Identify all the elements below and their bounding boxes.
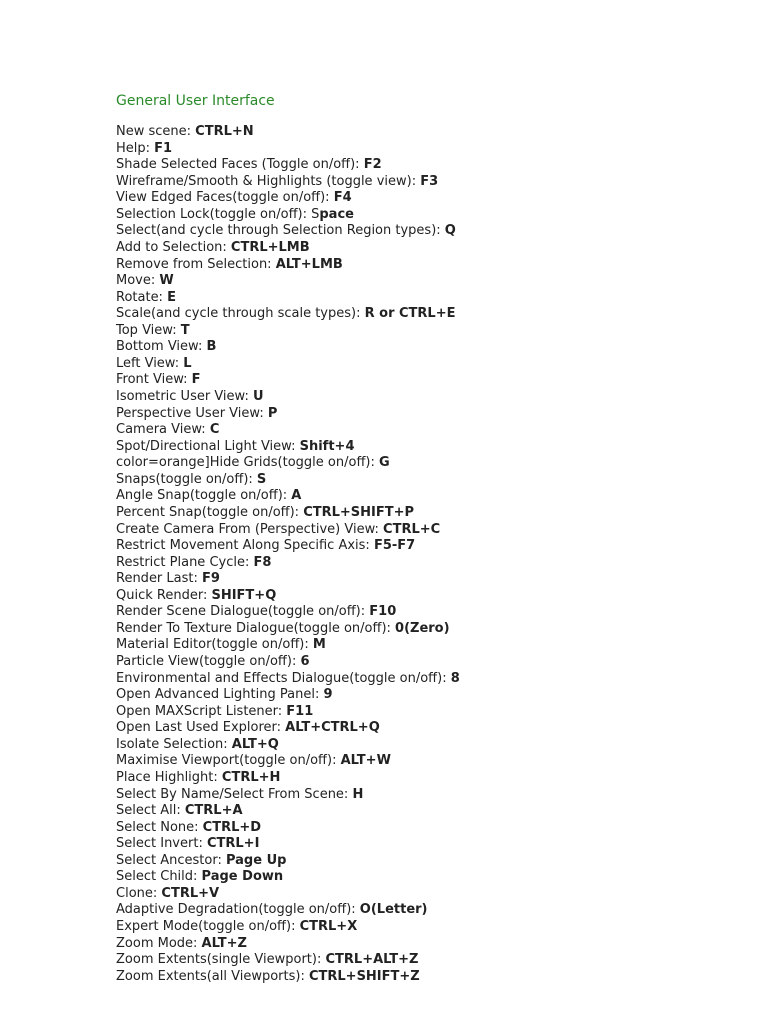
shortcut-row [116, 919, 756, 936]
shortcut-row [116, 704, 756, 721]
shortcut-label: Wireframe/Smooth & Highlights (toggle view): [116, 173, 421, 189]
shortcut-label: Zoom Extents(all Viewports): [116, 968, 309, 984]
shortcut-label: Spot/Directional Light View: [116, 438, 300, 454]
shortcut-row [116, 952, 756, 969]
shortcut-label: Select Invert: [116, 836, 207, 852]
shortcut-key: H [352, 786, 364, 802]
shortcut-row [116, 588, 756, 605]
shortcut-label: Select All: [116, 803, 185, 819]
shortcut-key: S [256, 471, 267, 487]
shortcut-row [116, 687, 756, 704]
shortcut-key: CTRL+C [383, 521, 441, 537]
shortcut-label: color=orange]Hide Grids(toggle on/off): [116, 455, 379, 471]
shortcut-row [116, 571, 756, 588]
shortcut-label: Particle View(toggle on/off): [116, 654, 301, 669]
shortcut-row [116, 223, 756, 240]
shortcut-row [116, 472, 756, 489]
shortcut-row [116, 555, 756, 572]
shortcut-label: Snaps(toggle on/off): [116, 471, 257, 487]
shortcut-key: ALT+W [340, 753, 391, 769]
shortcut-key: ALT+Z [201, 935, 247, 951]
shortcut-label: Render To Texture Dialogue(toggle on/off): [116, 620, 396, 636]
shortcut-row [116, 787, 756, 804]
shortcut-label: Isometric User View: [116, 389, 253, 404]
shortcut-key: F [191, 372, 201, 388]
shortcut-row [116, 422, 756, 439]
shortcut-label: Restrict Movement Along Specific Axis: [116, 538, 374, 554]
shortcut-row [116, 141, 756, 158]
shortcut-label: Select By Name/Select From Scene: [116, 786, 353, 802]
shortcut-row [116, 803, 756, 820]
shortcut-label: Left View: [116, 355, 184, 371]
shortcut-row [116, 190, 756, 207]
shortcut-row [116, 753, 756, 770]
shortcut-key: Page Down [201, 869, 284, 885]
shortcut-row [116, 323, 756, 340]
shortcut-key: 8 [450, 670, 460, 686]
shortcut-key: Q [444, 223, 456, 239]
shortcut-key: CTRL+ALT+Z [325, 952, 419, 968]
shortcut-row [116, 257, 756, 274]
section-heading: General User Interface [116, 93, 275, 109]
shortcut-key: F4 [333, 190, 352, 206]
shortcut-key: CTRL+V [161, 885, 220, 901]
shortcut-row [116, 836, 756, 853]
shortcut-row [116, 737, 756, 754]
shortcut-label: Restrict Plane Cycle: [116, 554, 254, 570]
shortcut-label: Adaptive Degradation(toggle on/off): [116, 902, 360, 918]
shortcut-key: O(Letter) [359, 902, 428, 918]
shortcut-row [116, 455, 756, 472]
shortcut-label: Open Last Used Explorer: [116, 720, 286, 736]
shortcut-key: R or CTRL+E [364, 306, 456, 322]
shortcut-key: M [312, 637, 326, 653]
shortcut-key: F11 [286, 703, 314, 719]
shortcut-key: F9 [202, 571, 220, 587]
shortcut-row [116, 936, 756, 953]
shortcut-row [116, 654, 756, 671]
shortcut-key: F10 [369, 604, 397, 620]
shortcut-label: Zoom Extents(single Viewport): [116, 952, 326, 968]
shortcut-label: Quick Render: [116, 587, 212, 603]
shortcut-label: Maximise Viewport(toggle on/off): [116, 753, 341, 769]
shortcut-key: L [183, 355, 192, 371]
shortcut-label: Render Scene Dialogue(toggle on/off): [116, 604, 370, 620]
shortcut-key: Shift+4 [299, 438, 355, 454]
shortcut-row [116, 671, 756, 688]
shortcut-list [116, 124, 756, 985]
shortcut-key: pace [319, 206, 354, 222]
shortcut-label: Isolate Selection: [116, 736, 232, 752]
shortcut-key: F2 [363, 157, 382, 173]
shortcut-label: Scale(and cycle through scale types): [116, 306, 365, 322]
shortcut-key: CTRL+SHIFT+P [303, 504, 415, 520]
shortcut-row [116, 372, 756, 389]
shortcut-key: CTRL+H [221, 769, 281, 785]
shortcut-row [116, 290, 756, 307]
shortcut-label: Render Last: [116, 571, 203, 587]
shortcut-label: Material Editor(toggle on/off): [116, 637, 313, 653]
shortcut-label: Select(and cycle through Selection Region types): [116, 223, 445, 239]
shortcut-label: Open MAXScript Listener: [116, 703, 287, 719]
shortcut-label: Create Camera From (Perspective) View: [116, 521, 384, 537]
shortcut-key: W [159, 273, 174, 289]
shortcut-row [116, 488, 756, 505]
shortcut-key: ALT+Q [231, 736, 279, 752]
shortcut-row [116, 207, 756, 224]
shortcut-label: Clone: [116, 885, 162, 901]
shortcut-key: SHIFT+Q [211, 587, 277, 603]
shortcut-key: P [267, 405, 278, 421]
shortcut-label: Perspective User View: [116, 405, 268, 421]
shortcut-row [116, 969, 756, 986]
shortcut-key: F5-F7 [373, 538, 416, 554]
shortcut-label: Open Advanced Lighting Panel: [116, 687, 324, 703]
shortcut-key: A [291, 488, 302, 504]
shortcut-label: Select Ancestor: [116, 852, 226, 868]
shortcut-row [116, 356, 756, 373]
shortcut-key: CTRL+SHIFT+Z [308, 968, 420, 984]
shortcut-key: ALT+LMB [275, 256, 343, 272]
shortcut-row [116, 306, 756, 323]
shortcut-label: Move: [116, 273, 160, 289]
shortcut-row [116, 174, 756, 191]
shortcut-label: Environmental and Effects Dialogue(toggle on/off): [116, 670, 451, 686]
shortcut-row [116, 720, 756, 737]
shortcut-label: Place Highlight: [116, 769, 222, 785]
shortcut-row [116, 886, 756, 903]
shortcut-key: 6 [300, 654, 310, 669]
shortcut-label: Add to Selection: [116, 239, 231, 255]
shortcut-row [116, 240, 756, 257]
document-page [116, 91, 756, 985]
shortcut-row [116, 538, 756, 555]
shortcut-key: B [206, 339, 217, 355]
shortcut-row [116, 621, 756, 638]
shortcut-row [116, 770, 756, 787]
shortcut-row [116, 339, 756, 356]
shortcut-key: F3 [420, 173, 439, 189]
shortcut-label: Rotate: [116, 289, 168, 305]
shortcut-label: Top View: [116, 322, 181, 338]
shortcut-label: Help: [116, 140, 155, 156]
shortcut-row [116, 902, 756, 919]
shortcut-key: F8 [253, 554, 272, 570]
shortcut-key: T [180, 322, 190, 338]
shortcut-label: Select Child: [116, 869, 202, 885]
shortcut-row [116, 637, 756, 654]
shortcut-row [116, 439, 756, 456]
shortcut-label: New scene: [116, 124, 196, 139]
shortcut-row [116, 505, 756, 522]
shortcut-row [116, 820, 756, 837]
shortcut-key: G [379, 455, 390, 471]
shortcut-label: Zoom Mode: [116, 935, 202, 951]
shortcut-label: Expert Mode(toggle on/off): [116, 919, 300, 934]
shortcut-label: Angle Snap(toggle on/off): [116, 488, 292, 504]
shortcut-key: 0(Zero) [395, 620, 450, 636]
shortcut-label: Select None: [116, 819, 203, 835]
shortcut-label: Selection Lock(toggle on/off): S [116, 206, 320, 222]
shortcut-row [116, 157, 756, 174]
shortcut-row [116, 869, 756, 886]
shortcut-key: Page Up [225, 852, 287, 868]
shortcut-row [116, 853, 756, 870]
shortcut-label: Shade Selected Faces (Toggle on/off): [116, 157, 364, 173]
shortcut-key: CTRL+D [202, 819, 262, 835]
shortcut-key: F1 [154, 140, 173, 156]
shortcut-key: CTRL+X [299, 919, 358, 934]
shortcut-label: Camera View: [116, 422, 210, 438]
shortcut-key: CTRL+LMB [230, 239, 310, 255]
shortcut-row [116, 273, 756, 290]
shortcut-key: 9 [323, 687, 333, 703]
shortcut-row [116, 389, 756, 406]
shortcut-label: Front View: [116, 372, 192, 388]
shortcut-key: CTRL+N [195, 124, 254, 139]
shortcut-key: CTRL+A [184, 803, 243, 819]
shortcut-row [116, 604, 756, 621]
shortcut-label: Percent Snap(toggle on/off): [116, 504, 304, 520]
shortcut-key: ALT+CTRL+Q [285, 720, 380, 736]
shortcut-key: U [252, 389, 264, 404]
shortcut-label: Remove from Selection: [116, 256, 276, 272]
shortcut-row [116, 406, 756, 423]
shortcut-label: Bottom View: [116, 339, 207, 355]
shortcut-row [116, 522, 756, 539]
shortcut-key: E [167, 289, 176, 305]
shortcut-row [116, 124, 756, 141]
shortcut-key: CTRL+I [206, 836, 260, 852]
shortcut-label: View Edged Faces(toggle on/off): [116, 190, 334, 206]
shortcut-key: C [209, 422, 220, 438]
